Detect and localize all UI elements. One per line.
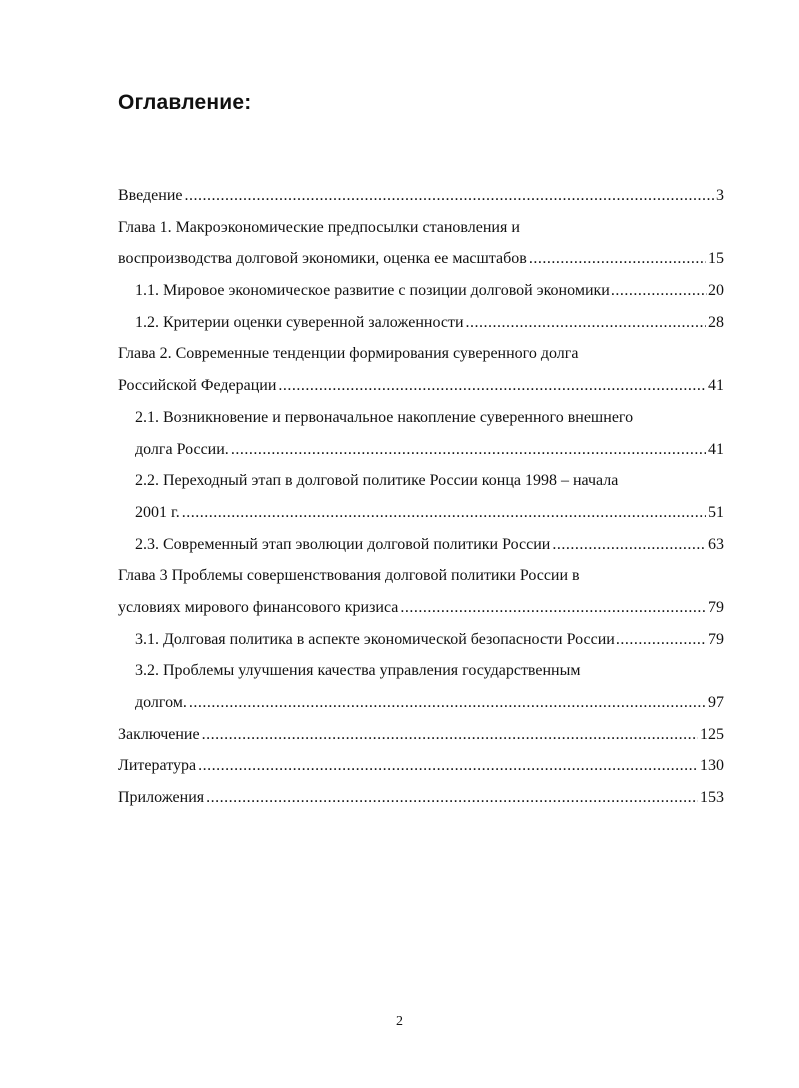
toc-entry-title: условиях мирового финансового кризиса (118, 598, 399, 616)
toc-entry-intro (118, 180, 724, 212)
toc-entry-title: Заключение (118, 725, 200, 743)
toc-entry-conclusion (118, 719, 724, 751)
toc-entry-page: 153 (700, 789, 724, 807)
toc-entry-title: Литература (118, 757, 197, 775)
dot-leader (616, 624, 707, 656)
toc-entry-title: долга России. (135, 440, 229, 458)
toc-entry-page: 79 (708, 630, 724, 648)
toc-entry-section-2-3 (118, 529, 724, 561)
dot-leader (189, 687, 706, 719)
toc-entry-title: Введение (118, 187, 183, 204)
toc-entry-page: 97 (708, 694, 724, 711)
toc-entry-chapter-1-line-1: Глава 1. Макроэкономические предпосылки становления и (118, 218, 520, 236)
dot-leader (202, 719, 698, 751)
dot-leader (231, 434, 706, 466)
toc-entry-section-1-1 (118, 275, 724, 307)
toc-entry-page: 20 (708, 282, 724, 300)
toc-entry-page: 125 (700, 725, 724, 743)
toc-entry-page: 41 (708, 440, 724, 458)
toc-entry-page: 41 (708, 377, 724, 395)
toc-entry-section-2-2 (118, 497, 724, 529)
toc-entry-chapter-1 (118, 243, 724, 275)
toc-entry-section-3-2 (118, 687, 724, 719)
toc-entry-title: Приложения (118, 789, 205, 807)
toc-entry-section-2-2-line-1: 2.2. Переходный этап в долговой политике России конца 1998 – начала (135, 472, 619, 490)
toc-entry-title: 2.3. Современный этап эволюции долговой политики России (135, 535, 551, 553)
dot-leader (529, 243, 706, 275)
toc-entry-chapter-2-line-1: Глава 2. Современные тенденции формирования суверенного долга (118, 345, 579, 363)
toc-entry-title: воспроизводства долговой экономики, оценка ее масштабов (118, 250, 527, 268)
toc-entry-page: 63 (708, 535, 724, 553)
toc-entry-page: 130 (700, 757, 724, 775)
toc-entry-page: 28 (708, 313, 724, 331)
table-of-contents (118, 180, 724, 814)
toc-entry-title: 1.1. Мировое экономическое развитие с позиции долговой экономики (135, 282, 610, 300)
toc-entry-section-3-1 (118, 624, 724, 656)
toc-entry-title: Российской Федерации (118, 377, 277, 395)
toc-entry-title: долгом. (135, 694, 187, 711)
dot-leader (206, 782, 698, 814)
toc-entry-page: 79 (708, 598, 724, 616)
dot-leader (552, 529, 706, 561)
toc-entry-section-2-1 (118, 434, 724, 466)
dot-leader (611, 275, 707, 307)
toc-entry-appendix (118, 782, 724, 814)
toc-entry-page: 3 (716, 187, 724, 204)
toc-entry-chapter-2 (118, 370, 724, 402)
toc-entry-title: 3.1. Долговая политика в аспекте экономической безопасности России (135, 630, 615, 648)
toc-entry-literature (118, 750, 724, 782)
dot-leader (278, 370, 706, 402)
toc-entry-page: 15 (708, 250, 724, 268)
toc-entry-section-3-2-line-1: 3.2. Проблемы улучшения качества управления государственным (135, 662, 581, 680)
dot-leader (198, 750, 698, 782)
dot-leader (182, 497, 706, 529)
page-number: 2 (396, 1014, 403, 1029)
toc-entry-section-1-2 (118, 307, 724, 339)
toc-entry-title: 1.2. Критерии оценки суверенной заложенности (135, 313, 464, 331)
dot-leader (400, 592, 706, 624)
toc-entry-chapter-3-line-1: Глава 3 Проблемы совершенствования долговой политики России в (118, 567, 580, 585)
toc-entry-chapter-3 (118, 592, 724, 624)
toc-heading: Оглавление: (118, 91, 252, 114)
dot-leader (466, 307, 706, 339)
toc-entry-page: 51 (708, 503, 724, 521)
dot-leader (185, 180, 715, 212)
toc-entry-section-2-1-line-1: 2.1. Возникновение и первоначальное накопление суверенного внешнего (135, 408, 634, 426)
toc-entry-title: 2001 г. (135, 503, 180, 521)
